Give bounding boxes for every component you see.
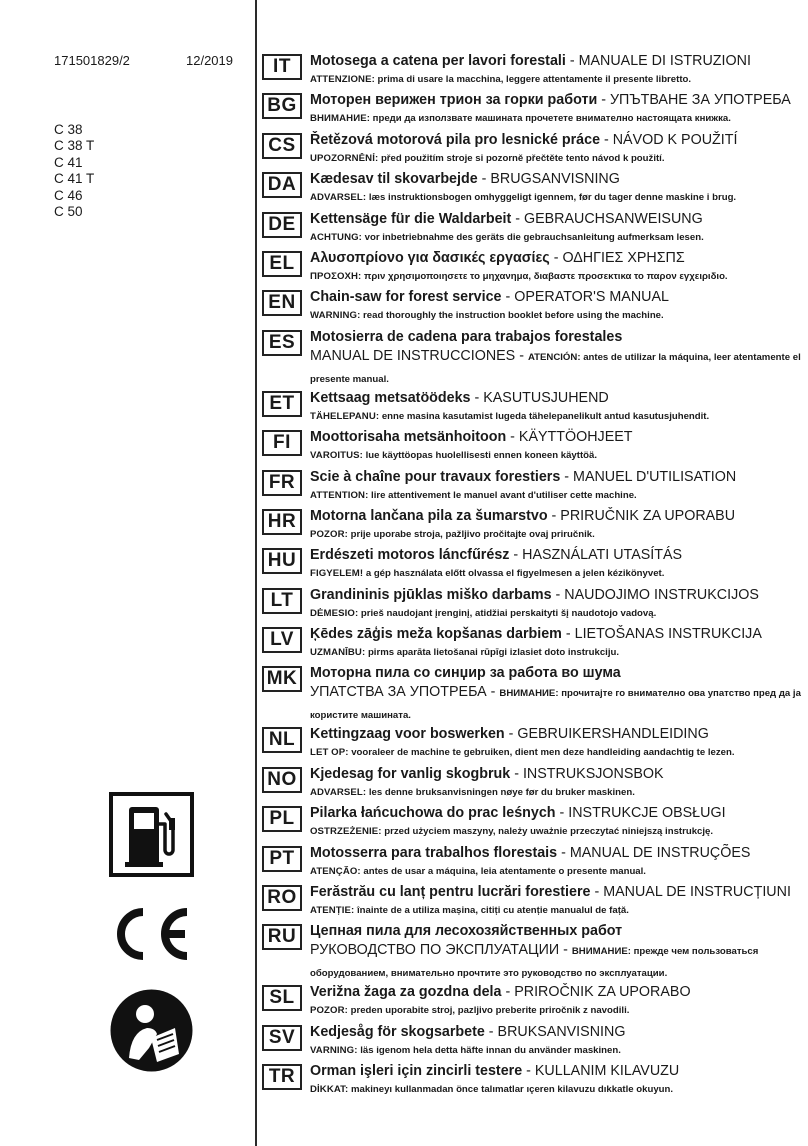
model-item: C 38 T bbox=[54, 138, 95, 154]
language-code-badge: NL bbox=[262, 727, 302, 753]
language-code-badge: FI bbox=[262, 430, 302, 456]
warning-label: ADVARSEL: bbox=[310, 786, 367, 798]
language-code-badge: CS bbox=[262, 133, 302, 159]
warning-text: prima di usare la macchina, leggere attentamente il presente libretto. bbox=[377, 74, 692, 85]
language-entry-mk: MK Моторна пила со синџир за работа во шума УПАТСТВА ЗА УПОТРЕБА - ВНИМАНИЕ: прочитајте го внимателно ова упатство пред да ја користите машината. bbox=[262, 664, 802, 726]
product-title: Αλυσοπρίονο για δασικές εργασίες bbox=[310, 249, 550, 266]
warning-text: lue käyttöopas huolellisesti ennen koneen käyttöä. bbox=[365, 450, 598, 462]
product-title: Pilarka łańcuchowa do prac leśnych bbox=[310, 805, 556, 822]
language-code-badge: EN bbox=[262, 290, 302, 316]
model-item: C 41 T bbox=[54, 171, 95, 187]
language-entry-sv: SV Kedjesåg för skogsarbete - BRUKSANVISNING VARNING: läs igenom hela detta häfte innan du använder maskinen. bbox=[262, 1023, 802, 1062]
language-entry-lt: LT Grandininis pjūklas miško darbams - NAUDOJIMO INSTRUKCIJOS DĖMESIO: prieš naudojant įrenginį, atidžiai perskaityti šį naudotojo vadovą. bbox=[262, 586, 802, 625]
language-code-badge: LV bbox=[262, 627, 302, 653]
manual-title: PRIRUČNIK ZA UPORABU bbox=[560, 507, 736, 524]
manual-title: OPERATOR'S MANUAL bbox=[514, 289, 669, 306]
language-entry-pl: PL Pilarka łańcuchowa do prac leśnych - INSTRUKCJE OBSŁUGI OSTRZEŻENIE: przed użyciem maszyny, należy uważnie przeczytać niniejszą instrukcję. bbox=[262, 804, 802, 843]
language-code-badge: SV bbox=[262, 1025, 302, 1051]
manual-title: MANUALE DI ISTRUZIONI bbox=[578, 53, 751, 69]
warning-text: vor inbetriebnahme des geräts die gebrauchsanleitung aufmerksam lesen. bbox=[364, 231, 704, 243]
language-entry-ro: RO Ferăstrău cu lanț pentru lucrări forestiere - MANUAL DE INSTRUCȚIUNI ATENȚIE: înainte de a utiliza mașina, citiți cu atenție manualul de față. bbox=[262, 883, 802, 922]
warning-label: VAROITUS: bbox=[310, 450, 363, 462]
manual-title: MANUEL D'UTILISATION bbox=[573, 468, 737, 485]
manual-title: BRUKSANVISNING bbox=[497, 1023, 626, 1040]
warning-text: прежде чем пользоваться оборудованием, внимательно прочтите это руководство по эксплуатации. bbox=[310, 946, 759, 980]
warning-text: antes de utilizar la máquina, leer atentamente el presente manual. bbox=[310, 351, 801, 385]
manual-title: GEBRUIKERSHANDLEIDING bbox=[517, 726, 709, 743]
ce-mark-icon bbox=[109, 904, 194, 989]
warning-text: preden uporabite stroj, pazljivo preberite priročnik z navodili. bbox=[350, 1005, 630, 1017]
warning-text: les denne bruksanvisningen nøye før du bruker maskinen. bbox=[368, 786, 635, 798]
product-title: Kettingzaag voor boswerken bbox=[310, 726, 505, 743]
warning-label: UZMANĪBU: bbox=[310, 647, 366, 659]
product-title: Erdészeti motoros láncfűrész bbox=[310, 547, 510, 564]
fuel-pump-icon bbox=[109, 792, 194, 877]
warning-text: πριν χρησιμοποιησετε το μηχανημα, διαβαστε προσεκτικα το παρον εγχειριδιο. bbox=[364, 270, 728, 282]
warning-label: ВНИМАНИЕ: bbox=[310, 113, 370, 125]
product-title: Řetězová motorová pila pro lesnické práce bbox=[310, 131, 601, 148]
manual-title: УПАТСТВА ЗА УПОТРЕБА bbox=[310, 684, 487, 701]
model-item: C 41 bbox=[54, 154, 83, 170]
language-code-badge: NO bbox=[262, 767, 302, 793]
language-entry-it: IT Motosega a catena per lavori forestali - MANUALE DI ISTRUZIONI ATTENZIONE: prima di usare la macchina, leggere attentamente il presente libretto. bbox=[262, 52, 802, 91]
product-title: Моторен верижен трион за горки работи bbox=[310, 92, 598, 109]
document-number: 171501829/2 bbox=[54, 53, 130, 68]
product-title: Ferăstrău cu lanț pentru lucrări forestiere bbox=[310, 884, 591, 901]
warning-label: TÄHELEPANU: bbox=[310, 410, 380, 422]
manual-title: УПЪТВАНЕ ЗА УПОТРЕБА bbox=[609, 92, 791, 109]
product-title: Motosierra de cadena para trabajos forestales bbox=[310, 328, 623, 345]
language-code-badge: LT bbox=[262, 588, 302, 614]
language-entry-en: EN Chain-saw for forest service - OPERATOR'S MANUAL WARNING: read thoroughly the instruction booklet before using the machine. bbox=[262, 288, 802, 327]
product-title: Цепная пила для лесохозяйственных работ bbox=[310, 923, 623, 940]
manual-title: KULLANIM KILAVUZU bbox=[534, 1063, 680, 1080]
warning-text: a gép használata előtt olvassa el figyelmesen a jelen kézikönyvet. bbox=[365, 568, 665, 580]
warning-text: před použitím stroje si pozorně přečtěte tento návod k použití. bbox=[380, 152, 665, 164]
manual-title: PRIROČNIK ZA UPORABO bbox=[514, 984, 691, 1001]
language-code-badge: TR bbox=[262, 1064, 302, 1090]
language-entry-lv: LV Ķēdes zāģis meža kopšanas darbiem - LIETOŠANAS INSTRUKCIJA UZMANĪBU: pirms aparāta lietošanai rūpīgi izlasiet doto instrukciju. bbox=[262, 625, 802, 664]
language-code-badge: IT bbox=[262, 54, 302, 80]
manual-title: KASUTUSJUHEND bbox=[483, 389, 609, 406]
manual-title: HASZNÁLATI UTASÍTÁS bbox=[522, 547, 683, 564]
model-item: C 38 bbox=[54, 122, 83, 137]
warning-label: POZOR: bbox=[310, 528, 348, 540]
warning-label: LET OP: bbox=[310, 747, 349, 759]
manual-title: ΟΔΗΓΙΕΣ ΧΡΗΣΠΣ bbox=[562, 249, 685, 266]
warning-text: pirms aparāta lietošanai rūpīgi izlasiet doto instrukciju. bbox=[367, 647, 620, 659]
language-code-badge: MK bbox=[262, 666, 302, 692]
warning-label: ATTENZIONE: bbox=[310, 74, 375, 85]
language-entry-fr: FR Scie à chaîne pour travaux forestiers - MANUEL D'UTILISATION ATTENTION: lire attentivement le manuel avant d'utiliser cette machine. bbox=[262, 468, 802, 507]
language-entry-no: NO Kjedesag for vanlig skogbruk - INSTRUKSJONSBOK ADVARSEL: les denne bruksanvisningen nøye før du bruker maskinen. bbox=[262, 765, 802, 804]
warning-label: ВНИМАНИЕ: bbox=[499, 688, 559, 700]
language-code-badge: HR bbox=[262, 509, 302, 535]
language-entry-nl: NL Kettingzaag voor boswerken - GEBRUIKERSHANDLEIDING LET OP: vooraleer de machine te gebruiken, dient men deze handleiding aandachtig te lezen. bbox=[262, 725, 802, 764]
model-item: C 46 bbox=[54, 187, 83, 203]
language-entry-pt: PT Motosserra para trabalhos florestais - MANUAL DE INSTRUÇÕES ATENÇÃO: antes de usar a máquina, leia atentamente o presente manual. bbox=[262, 844, 802, 883]
document-date: 12/2019 bbox=[186, 53, 233, 68]
read-manual-icon bbox=[109, 988, 194, 1073]
language-entry-el: EL Αλυσοπρίονο για δασικές εργασίες - ΟΔΗΓΙΕΣ ΧΡΗΣΠΣ ΠΡΟΣΟΧΗ: πριν χρησιμοποιησετε το μηχανημα, διαβαστε προσεκτικα το παρον εγχειριδιο. bbox=[262, 249, 802, 288]
warning-text: преди да използвате машината прочетете внимателно настоящата книжка. bbox=[372, 113, 731, 125]
product-title: Grandininis pjūklas miško darbams bbox=[310, 586, 552, 603]
manual-title: NAUDOJIMO INSTRUKCIJOS bbox=[564, 586, 759, 603]
language-code-badge: ES bbox=[262, 330, 302, 356]
language-code-badge: PL bbox=[262, 806, 302, 832]
manual-title: KÄYTTÖOHJEET bbox=[518, 429, 633, 446]
product-title: Kædesav til skovarbejde bbox=[310, 171, 478, 188]
product-title: Моторна пила со синџир за работа во шума bbox=[310, 665, 621, 682]
product-title: Moottorisaha metsänhoitoon bbox=[310, 429, 507, 446]
product-title: Verižna žaga za gozdna dela bbox=[310, 984, 502, 1001]
warning-text: прочитајте го внимателно ова упатство пред да ја користите машината. bbox=[310, 688, 801, 722]
warning-label: DĖMESIO: bbox=[310, 607, 359, 619]
warning-text: lire attentivement le manuel avant d'utiliser cette machine. bbox=[371, 489, 637, 501]
language-code-badge: RU bbox=[262, 924, 302, 950]
warning-text: înainte de a utiliza mașina, citiți cu atenție manualul de față. bbox=[357, 905, 629, 917]
warning-text: prieš naudojant įrenginį, atidžiai perskaityti šį naudotojo vadovą. bbox=[360, 607, 657, 619]
language-entry-sl: SL Verižna žaga za gozdna dela - PRIROČNIK ZA UPORABO POZOR: preden uporabite stroj, pazljivo preberite priročnik z navodili. bbox=[262, 983, 802, 1022]
language-code-badge: HU bbox=[262, 548, 302, 574]
warning-text: prije uporabe stroja, pažljivo pročitajte ovaj priručnik. bbox=[350, 528, 595, 540]
product-title: Chain-saw for forest service bbox=[310, 289, 502, 306]
product-title: Motorna lančana pila za šumarstvo bbox=[310, 507, 548, 524]
warning-text: przed użyciem maszyny, należy uważnie przeczytać niniejszą instrukcję. bbox=[384, 826, 714, 838]
language-code-badge: RO bbox=[262, 885, 302, 911]
product-title: Kjedesag for vanlig skogbruk bbox=[310, 765, 511, 782]
product-title: Scie à chaîne pour travaux forestiers bbox=[310, 468, 561, 485]
language-code-badge: EL bbox=[262, 251, 302, 277]
language-entry-fi: FI Moottorisaha metsänhoitoon - KÄYTTÖOHJEET VAROITUS: lue käyttöopas huolellisesti ennen koneen käyttöä. bbox=[262, 428, 802, 467]
language-code-badge: ET bbox=[262, 391, 302, 417]
language-entry-hu: HU Erdészeti motoros láncfűrész - HASZNÁLATI UTASÍTÁS FIGYELEM! a gép használata előtt olvassa el figyelmesen a jelen kézikönyvet. bbox=[262, 546, 802, 585]
manual-title: РУКОВОДСТВО ПО ЭКСПЛУАТАЦИИ bbox=[310, 942, 560, 959]
language-entry-da: DA Kædesav til skovarbejde - BRUGSANVISNING ADVARSEL: læs instruktionsbogen omhyggeligt igennem, før du tager denne maskine i brug. bbox=[262, 170, 802, 209]
language-code-badge: SL bbox=[262, 985, 302, 1011]
warning-label: FIGYELEM! bbox=[310, 568, 364, 580]
warning-label: ΠΡΟΣΟΧΗ: bbox=[310, 270, 362, 282]
manual-title: MANUAL DE INSTRUCCIONES bbox=[310, 347, 516, 364]
warning-label: VARNING: bbox=[310, 1044, 358, 1056]
warning-label: ATENCIÓN: bbox=[527, 351, 581, 363]
warning-text: vooraleer de machine te gebruiken, dient men deze handleiding aandachtig te lezen. bbox=[351, 747, 735, 759]
warning-label: DİKKAT: bbox=[310, 1084, 349, 1096]
product-title: Kettsaag metsatöödeks bbox=[310, 389, 471, 406]
warning-text: læs instruktionsbogen omhyggeligt igennem, før du tager denne maskine i brug. bbox=[368, 192, 737, 204]
language-entry-cs: CS Řetězová motorová pila pro lesnické práce - NÁVOD K POUŽITÍ UPOZORNĚNÍ: před použitím stroje si pozorně přečtěte tento návod k použití. bbox=[262, 131, 802, 170]
language-entry-tr: TR Orman işleri için zincirli testere - KULLANIM KILAVUZU DİKKAT: makineyı kullanmadan önce talımatlar ıçeren kilavuzu dıkkatle okuyun. bbox=[262, 1062, 802, 1101]
language-list bbox=[262, 52, 802, 1102]
warning-text: antes de usar a máquina, leia atentamente o presente manual. bbox=[363, 865, 646, 877]
warning-text: läs igenom hela detta häfte innan du använder maskinen. bbox=[360, 1044, 621, 1056]
language-code-badge: DE bbox=[262, 212, 302, 238]
warning-text: makineyı kullanmadan önce talımatlar ıçeren kilavuzu dıkkatle okuyun. bbox=[351, 1084, 674, 1096]
warning-label: WARNING: bbox=[310, 310, 361, 322]
warning-label: ATENȚIE: bbox=[310, 905, 355, 917]
language-code-badge: DA bbox=[262, 172, 302, 198]
language-code-badge: BG bbox=[262, 93, 302, 119]
language-entry-es: ES Motosierra de cadena para trabajos forestales MANUAL DE INSTRUCCIONES - ATENCIÓN: antes de utilizar la máquina, leer atentamente el presente manual. bbox=[262, 328, 802, 390]
product-title: Motosserra para trabalhos florestais bbox=[310, 844, 558, 861]
warning-text: enne masina kasutamist lugeda tähelepanelikult antud kasutusjuhendit. bbox=[381, 410, 710, 422]
manual-title: INSTRUKSJONSBOK bbox=[522, 765, 664, 782]
warning-label: UPOZORNĚNÍ: bbox=[310, 152, 379, 164]
vertical-divider bbox=[255, 0, 257, 1146]
product-title: Motosega a catena per lavori forestali bbox=[310, 53, 566, 69]
product-title: Ķēdes zāģis meža kopšanas darbiem bbox=[310, 626, 562, 643]
model-list bbox=[54, 122, 94, 220]
language-entry-bg: BG Моторен верижен трион за горки работи - УПЪТВАНЕ ЗА УПОТРЕБА ВНИМАНИЕ: преди да използвате машината прочетете внимателно настоящата книжка. bbox=[262, 91, 802, 130]
language-entry-ru: RU Цепная пила для лесохозяйственных работ РУКОВОДСТВО ПО ЭКСПЛУАТАЦИИ - ВНИМАНИЕ: прежде чем пользоваться оборудованием, внимательно прочтите это руководство по эксплуатации. bbox=[262, 922, 802, 984]
manual-title: BRUGSANVISNING bbox=[490, 171, 620, 188]
product-title: Kedjesåg för skogsarbete bbox=[310, 1023, 485, 1040]
warning-label: OSTRZEŻENIE: bbox=[310, 826, 382, 838]
language-code-badge: FR bbox=[262, 470, 302, 496]
warning-label: ADVARSEL: bbox=[310, 192, 367, 204]
manual-title: INSTRUKCJE OBSŁUGI bbox=[568, 805, 726, 822]
product-title: Orman işleri için zincirli testere bbox=[310, 1063, 523, 1080]
model-item: C 50 bbox=[54, 204, 83, 220]
language-code-badge: PT bbox=[262, 846, 302, 872]
warning-label: POZOR: bbox=[310, 1005, 348, 1017]
manual-title: MANUAL DE INSTRUÇÕES bbox=[569, 844, 751, 861]
language-entry-et: ET Kettsaag metsatöödeks - KASUTUSJUHEND TÄHELEPANU: enne masina kasutamist lugeda tähelepanelikult antud kasutusjuhendit. bbox=[262, 389, 802, 428]
manual-title: MANUAL DE INSTRUCȚIUNI bbox=[603, 884, 791, 901]
warning-label: ATENÇÃO: bbox=[310, 865, 361, 877]
warning-text: read thoroughly the instruction booklet before using the machine. bbox=[363, 310, 664, 322]
manual-title: NÁVOD K POUŽITÍ bbox=[612, 131, 738, 148]
product-title: Kettensäge für die Waldarbeit bbox=[310, 210, 512, 227]
manual-title: GEBRAUCHSANWEISUNG bbox=[523, 210, 703, 227]
warning-label: ACHTUNG: bbox=[310, 231, 362, 243]
warning-label: ATTENTION: bbox=[310, 489, 369, 501]
language-entry-de: DE Kettensäge für die Waldarbeit - GEBRAUCHSANWEISUNG ACHTUNG: vor inbetriebnahme des geräts die gebrauchsanleitung aufmerksam lesen. bbox=[262, 210, 802, 249]
warning-label: ВНИМАНИЕ: bbox=[571, 946, 631, 958]
manual-title: LIETOŠANAS INSTRUKCIJA bbox=[574, 626, 762, 643]
language-entry-hr: HR Motorna lančana pila za šumarstvo - PRIRUČNIK ZA UPORABU POZOR: prije uporabe stroja, pažljivo pročitajte ovaj priručnik. bbox=[262, 507, 802, 546]
